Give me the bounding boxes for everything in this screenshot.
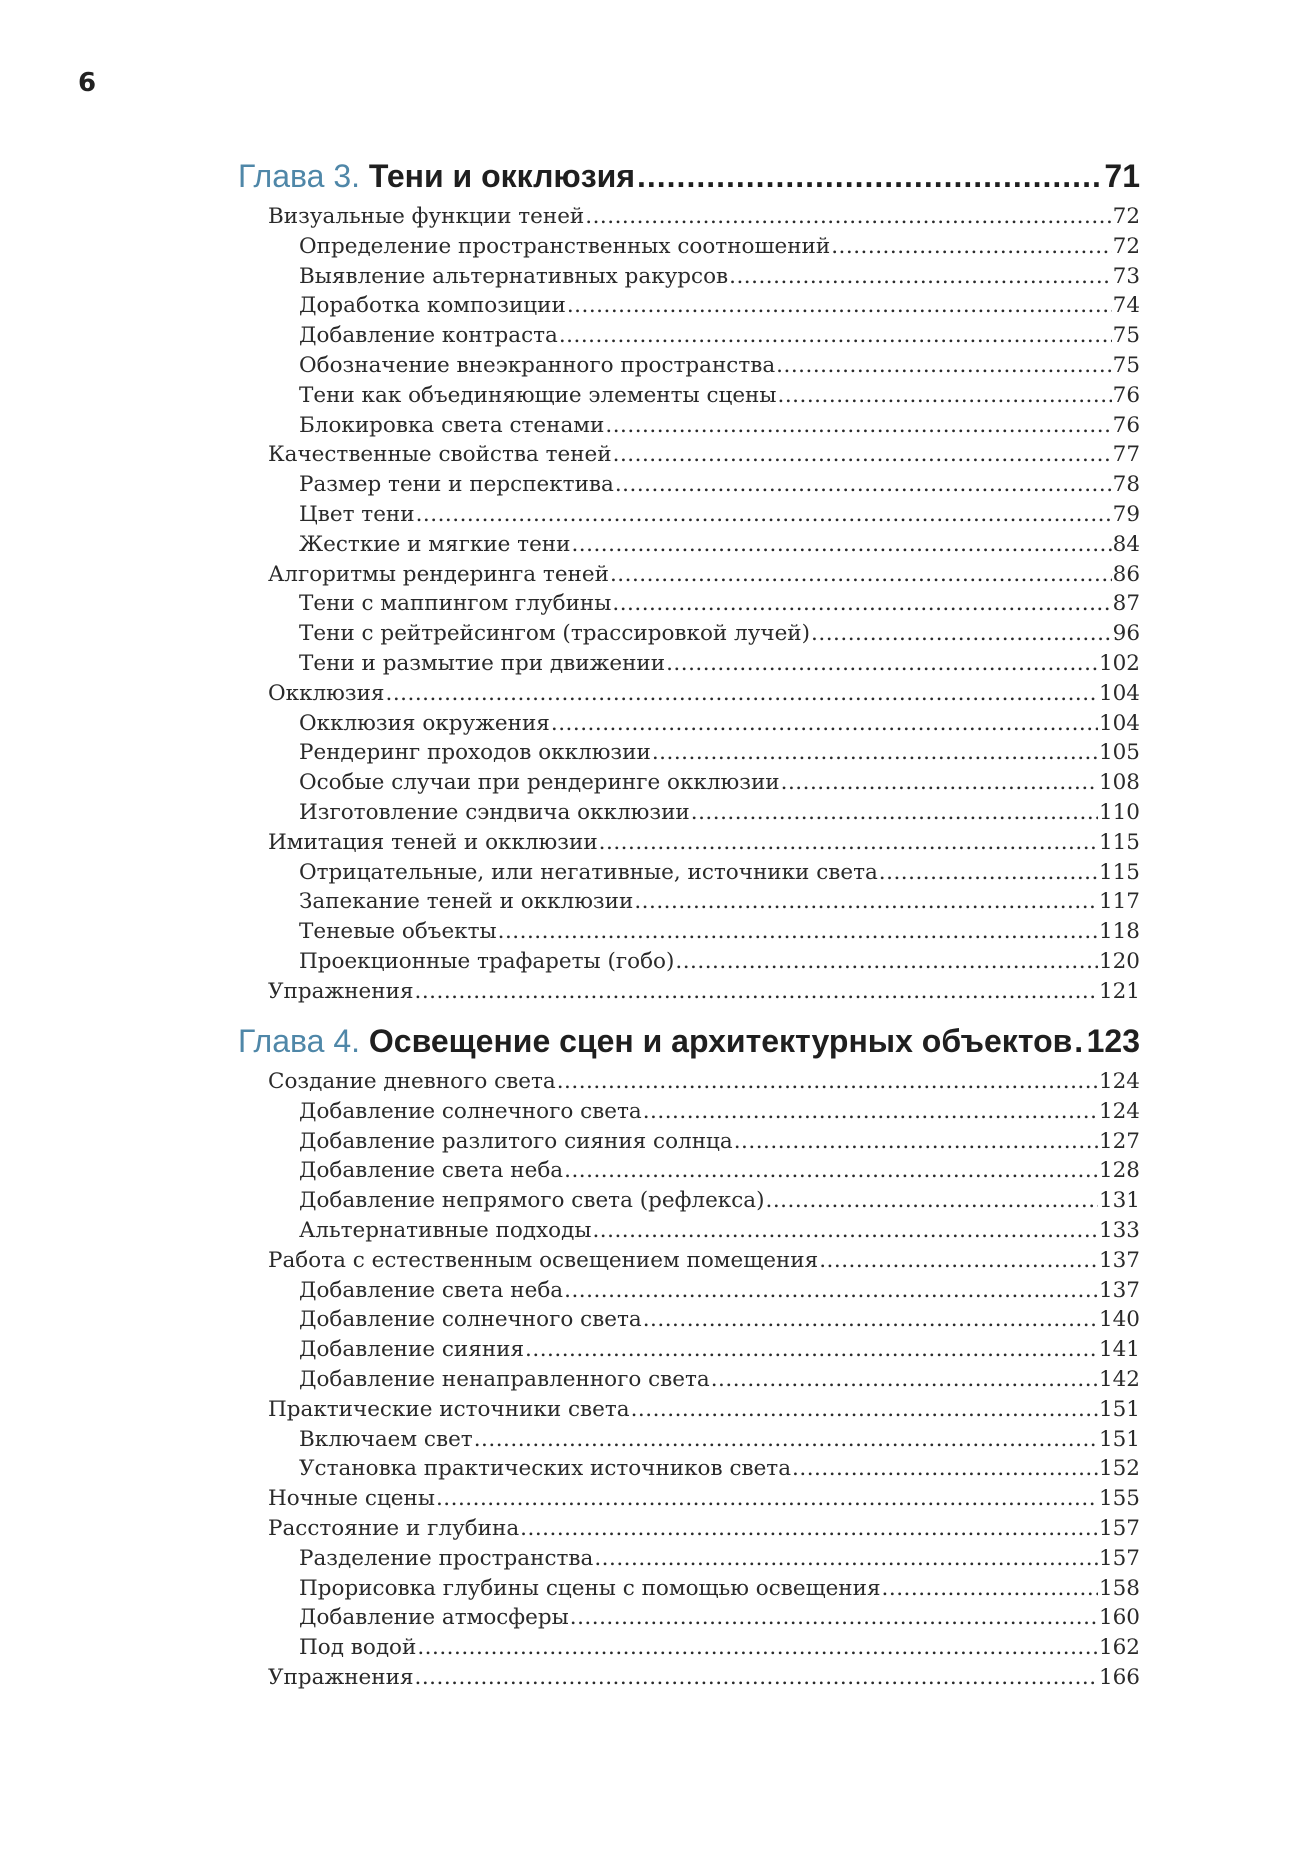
- entry-page-number: 162: [1098, 1635, 1140, 1661]
- toc-chapter-4: [238, 1015, 1140, 1693]
- entry-page-number: 152: [1098, 1456, 1140, 1482]
- entry-title: Добавление света неба: [299, 1277, 564, 1303]
- entry-title: Теневые объекты: [299, 919, 497, 945]
- entry-title: Под водой: [299, 1635, 417, 1661]
- dot-leader: [525, 1335, 1098, 1365]
- toc-subsection-entry[interactable]: [238, 500, 1140, 530]
- entry-page-number: 121: [1098, 978, 1140, 1004]
- toc-section-entry[interactable]: [238, 679, 1140, 709]
- toc-section-entry[interactable]: [238, 828, 1140, 858]
- entry-title: Окклюзия окружения: [299, 710, 550, 736]
- dot-leader: [691, 798, 1098, 828]
- toc-subsection-entry[interactable]: [238, 1574, 1140, 1604]
- entry-title: Упражнения: [268, 1664, 414, 1690]
- entry-title: Ночные сцены: [268, 1486, 435, 1512]
- toc-subsection-entry[interactable]: [238, 351, 1140, 381]
- entry-page-number: 137: [1098, 1247, 1140, 1273]
- entry-title: Тени с маппингом глубины: [299, 591, 612, 617]
- toc-subsection-entry[interactable]: [238, 1365, 1140, 1395]
- toc-subsection-entry[interactable]: [238, 858, 1140, 888]
- dot-leader: [643, 1305, 1098, 1335]
- dot-leader: [415, 977, 1098, 1007]
- entry-title: Особые случаи при рендеринге окклюзии: [299, 770, 780, 796]
- toc-subsection-entry[interactable]: [238, 381, 1140, 411]
- chapter-entries: [238, 1067, 1140, 1693]
- dot-leader: [564, 1156, 1098, 1186]
- entry-title: Добавление контраста: [299, 323, 558, 349]
- entry-title: Добавление солнечного света: [299, 1098, 642, 1124]
- entry-page-number: 151: [1098, 1396, 1140, 1422]
- dot-leader: [675, 947, 1098, 977]
- entry-page-number: 142: [1098, 1366, 1140, 1392]
- entry-title: Добавление ненаправленного света: [299, 1366, 710, 1392]
- dot-leader: [776, 351, 1111, 381]
- entry-page-number: 157: [1098, 1545, 1140, 1571]
- entry-page-number: 96: [1112, 621, 1140, 647]
- toc-section-entry[interactable]: [238, 1067, 1140, 1097]
- toc-subsection-entry[interactable]: [238, 1454, 1140, 1484]
- entry-title: Разделение пространства: [299, 1545, 594, 1571]
- entry-title: Окклюзия: [268, 680, 385, 706]
- toc-chapter-3: [238, 150, 1140, 1007]
- entry-page-number: 158: [1098, 1575, 1140, 1601]
- entry-title: Визуальные функции теней: [268, 204, 585, 229]
- chapter-entries: [238, 202, 1140, 1007]
- toc-subsection-entry[interactable]: [238, 589, 1140, 619]
- dot-leader: [559, 321, 1112, 351]
- chapter-heading[interactable]: [238, 1015, 1140, 1067]
- toc-subsection-entry[interactable]: [238, 1216, 1140, 1246]
- entry-page-number: 110: [1098, 799, 1140, 825]
- toc-subsection-entry[interactable]: [238, 768, 1140, 798]
- entry-page-number: 124: [1098, 1069, 1140, 1094]
- dot-leader: [652, 738, 1098, 768]
- entry-title: Доработка композиции: [299, 293, 566, 319]
- dot-leader: [831, 232, 1111, 262]
- dot-leader: [564, 1276, 1098, 1306]
- entry-page-number: 105: [1098, 740, 1140, 766]
- entry-page-number: 118: [1098, 919, 1140, 945]
- entry-page-number: 133: [1098, 1217, 1140, 1243]
- entry-title: Тени как объединяющие элементы сцены: [299, 382, 777, 408]
- dot-leader: [613, 440, 1112, 470]
- dot-leader: [879, 858, 1098, 888]
- entry-page-number: 87: [1112, 591, 1140, 617]
- toc-subsection-entry[interactable]: [238, 291, 1140, 321]
- toc-section-entry[interactable]: [238, 1514, 1140, 1544]
- chapter-title: Освещение сцен и архитектурных объектов: [368, 1023, 1073, 1059]
- dot-leader: [615, 470, 1112, 500]
- toc-subsection-entry[interactable]: [238, 1544, 1140, 1574]
- dot-leader: [612, 589, 1111, 619]
- entry-page-number: 137: [1098, 1277, 1140, 1303]
- entry-page-number: 104: [1098, 680, 1140, 706]
- dot-leader: [415, 1663, 1098, 1693]
- toc-subsection-entry[interactable]: [238, 1127, 1140, 1157]
- toc-subsection-entry[interactable]: [238, 321, 1140, 351]
- toc-subsection-entry[interactable]: [238, 1305, 1140, 1335]
- entry-page-number: 79: [1112, 501, 1140, 527]
- entry-title: Рендеринг проходов окклюзии: [299, 740, 651, 766]
- entry-page-number: 86: [1112, 561, 1140, 587]
- entry-page-number: 115: [1098, 829, 1140, 855]
- chapter-prefix: Глава 4.: [238, 1023, 361, 1059]
- dot-leader: [631, 1395, 1098, 1425]
- dot-leader: [567, 291, 1112, 321]
- dot-leader: [778, 381, 1112, 411]
- dot-leader: [792, 1454, 1098, 1484]
- dot-leader: [666, 649, 1098, 679]
- toc-section-entry[interactable]: [238, 1395, 1140, 1425]
- dot-leader: [571, 530, 1111, 560]
- dot-leader: [711, 1365, 1098, 1395]
- entry-page-number: 74: [1112, 293, 1140, 319]
- dot-leader: [592, 1216, 1098, 1246]
- entry-title: Добавление сияния: [299, 1337, 525, 1363]
- toc-section-entry[interactable]: [238, 1484, 1140, 1514]
- toc-subsection-entry[interactable]: [238, 262, 1140, 292]
- dot-leader: [766, 1186, 1098, 1216]
- dot-leader: [386, 679, 1098, 709]
- entry-page-number: 131: [1098, 1188, 1140, 1214]
- entry-page-number: 84: [1112, 531, 1140, 557]
- dot-leader: [605, 411, 1111, 441]
- entry-title: Тени с рейтрейсингом (трассировкой лучей): [299, 621, 811, 647]
- entry-page-number: 166: [1098, 1664, 1140, 1690]
- entry-title: Упражнения: [268, 978, 414, 1004]
- entry-title: Отрицательные, или негативные, источники света: [299, 859, 878, 885]
- entry-title: Алгоритмы рендеринга теней: [268, 561, 609, 587]
- entry-title: Работа с естественным освещением помещения: [268, 1247, 819, 1273]
- entry-title: Изготовление сэндвича окклюзии: [299, 799, 690, 825]
- dot-leader: [634, 887, 1098, 917]
- dot-leader: [819, 1246, 1098, 1276]
- toc-subsection-entry[interactable]: [238, 1097, 1140, 1127]
- entry-page-number: 128: [1098, 1158, 1140, 1184]
- toc-section-entry[interactable]: [238, 977, 1140, 1007]
- toc-section-entry[interactable]: [238, 1246, 1140, 1276]
- dot-leader: [417, 1633, 1098, 1663]
- entry-title: Определение пространственных соотношений: [299, 233, 831, 259]
- entry-title: Практические источники света: [268, 1396, 630, 1422]
- toc-subsection-entry[interactable]: [238, 411, 1140, 441]
- entry-page-number: 141: [1098, 1337, 1140, 1363]
- entry-page-number: 78: [1112, 472, 1140, 498]
- toc-subsection-entry[interactable]: [238, 947, 1140, 977]
- entry-title: Добавление атмосферы: [299, 1605, 569, 1631]
- entry-page-number: 117: [1098, 889, 1140, 915]
- entry-title: Включаем свет: [299, 1426, 473, 1452]
- entry-title: Цвет тени: [299, 501, 415, 527]
- entry-page-number: 104: [1098, 710, 1140, 736]
- entry-title: Проекционные трафареты (гобо): [299, 948, 675, 974]
- entry-page-number: 77: [1112, 442, 1140, 468]
- entry-page-number: 72: [1112, 204, 1140, 229]
- entry-title: Блокировка света стенами: [299, 412, 605, 438]
- entry-page-number: 75: [1112, 352, 1140, 378]
- entry-page-number: 140: [1098, 1307, 1140, 1333]
- dot-leader: [637, 150, 1102, 202]
- toc-subsection-entry[interactable]: [238, 1603, 1140, 1633]
- toc-subsection-entry[interactable]: [238, 470, 1140, 500]
- entry-title: Добавление непрямого света (рефлекса): [299, 1188, 765, 1214]
- toc-section-entry[interactable]: [238, 440, 1140, 470]
- dot-leader: [599, 828, 1098, 858]
- toc-subsection-entry[interactable]: [238, 1276, 1140, 1306]
- entry-page-number: 127: [1098, 1128, 1140, 1154]
- toc-subsection-entry[interactable]: [238, 619, 1140, 649]
- chapter-heading[interactable]: [238, 150, 1140, 202]
- entry-title: Обозначение внеэкранного пространства: [299, 352, 776, 378]
- dot-leader: [594, 1544, 1098, 1574]
- toc-subsection-entry[interactable]: [238, 738, 1140, 768]
- entry-page-number: 120: [1098, 948, 1140, 974]
- dot-leader: [734, 1127, 1098, 1157]
- toc-subsection-entry[interactable]: [238, 1633, 1140, 1663]
- entry-title: Альтернативные подходы: [299, 1217, 592, 1243]
- dot-leader: [781, 768, 1098, 798]
- entry-title: Запекание теней и окклюзии: [299, 889, 634, 915]
- toc-subsection-entry[interactable]: [238, 887, 1140, 917]
- dot-leader: [729, 262, 1112, 292]
- toc-subsection-entry[interactable]: [238, 1186, 1140, 1216]
- toc-subsection-entry[interactable]: [238, 530, 1140, 560]
- dot-leader: [551, 709, 1098, 739]
- entry-title: Расстояние и глубина: [268, 1515, 520, 1541]
- dot-leader: [882, 1574, 1098, 1604]
- toc-section-entry[interactable]: [238, 202, 1140, 232]
- dot-leader: [474, 1425, 1098, 1455]
- entry-page-number: 115: [1098, 859, 1140, 885]
- toc-subsection-entry[interactable]: [238, 1425, 1140, 1455]
- entry-page-number: 76: [1112, 382, 1140, 408]
- toc-subsection-entry[interactable]: [238, 1335, 1140, 1365]
- dot-leader: [570, 1603, 1098, 1633]
- entry-title: Тени и размытие при движении: [299, 650, 666, 676]
- entry-page-number: 157: [1098, 1515, 1140, 1541]
- dot-leader: [436, 1484, 1098, 1514]
- dot-leader: [585, 202, 1111, 232]
- toc-subsection-entry[interactable]: [238, 917, 1140, 947]
- entry-page-number: 72: [1112, 233, 1140, 259]
- chapter-page-number: 71: [1104, 158, 1140, 194]
- toc-subsection-entry[interactable]: [238, 798, 1140, 828]
- entry-title: Имитация теней и окклюзии: [268, 829, 598, 855]
- toc-subsection-entry[interactable]: [238, 709, 1140, 739]
- toc-subsection-entry[interactable]: [238, 1156, 1140, 1186]
- dot-leader: [811, 619, 1112, 649]
- dot-leader: [643, 1097, 1098, 1127]
- entry-page-number: 102: [1098, 650, 1140, 676]
- chapter-page-number: 123: [1086, 1023, 1140, 1059]
- page-number: 6: [78, 68, 97, 98]
- entry-title: Выявление альтернативных ракурсов: [299, 263, 729, 289]
- entry-title: Установка практических источников света: [299, 1456, 792, 1482]
- entry-page-number: 151: [1098, 1426, 1140, 1452]
- entry-title: Размер тени и перспектива: [299, 472, 614, 498]
- entry-page-number: 124: [1098, 1098, 1140, 1124]
- entry-title: Добавление разлитого сияния солнца: [299, 1128, 733, 1154]
- toc-section-entry[interactable]: [238, 1663, 1140, 1693]
- dot-leader: [416, 500, 1112, 530]
- entry-title: Прорисовка глубины сцены с помощью освещения: [299, 1575, 881, 1601]
- toc-subsection-entry[interactable]: [238, 232, 1140, 262]
- entry-page-number: 108: [1098, 770, 1140, 796]
- entry-title: Жесткие и мягкие тени: [299, 531, 571, 557]
- entry-page-number: 76: [1112, 412, 1140, 438]
- dot-leader: [1074, 1015, 1084, 1067]
- toc-subsection-entry[interactable]: [238, 649, 1140, 679]
- dot-leader: [557, 1067, 1098, 1097]
- entry-title: Добавление солнечного света: [299, 1307, 642, 1333]
- chapter-title: Тени и окклюзия: [368, 158, 635, 194]
- entry-page-number: 73: [1112, 263, 1140, 289]
- dot-leader: [498, 917, 1098, 947]
- entry-page-number: 75: [1112, 323, 1140, 349]
- toc-section-entry[interactable]: [238, 560, 1140, 590]
- dot-leader: [610, 560, 1112, 590]
- entry-title: Качественные свойства теней: [268, 442, 612, 468]
- entry-title: Добавление света неба: [299, 1158, 564, 1184]
- dot-leader: [520, 1514, 1098, 1544]
- entry-page-number: 155: [1098, 1486, 1140, 1512]
- chapter-prefix: Глава 3.: [238, 158, 361, 194]
- entry-title: Создание дневного света: [268, 1069, 556, 1094]
- entry-page-number: 160: [1098, 1605, 1140, 1631]
